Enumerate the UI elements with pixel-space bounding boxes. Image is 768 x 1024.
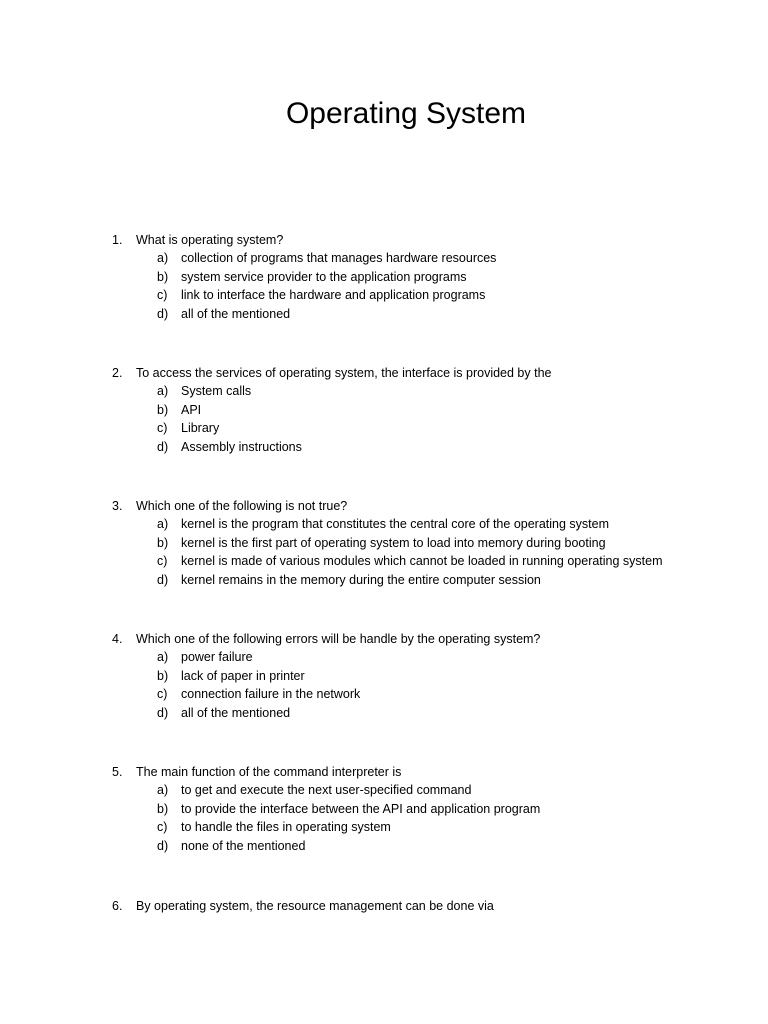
option-letter: c) — [157, 554, 168, 569]
option-list — [112, 515, 752, 590]
option-text: to handle the files in operating system — [181, 820, 391, 835]
option-c — [112, 419, 752, 438]
option-letter: a) — [157, 251, 169, 265]
option-b — [112, 800, 752, 819]
question-number: 4. — [112, 632, 123, 646]
option-letter: a) — [157, 650, 169, 664]
question-text: Which one of the following is not true? — [136, 499, 348, 513]
option-text: kernel is made of various modules which cannot be loaded in running operating system — [181, 554, 663, 569]
question-line — [112, 496, 752, 516]
option-text: to get and execute the next user-specified command — [181, 783, 472, 797]
option-text: System calls — [181, 384, 252, 398]
question-text: What is operating system? — [136, 233, 284, 247]
option-text: connection failure in the network — [181, 687, 361, 702]
option-text: system service provider to the application programs — [181, 269, 467, 284]
option-letter: b) — [157, 402, 169, 417]
option-text: all of the mentioned — [181, 307, 291, 322]
option-text: link to interface the hardware and application programs — [181, 288, 486, 303]
option-letter: b) — [157, 269, 169, 284]
option-text: Assembly instructions — [181, 440, 302, 455]
question-number: 2. — [112, 366, 123, 380]
option-text: kernel is the program that constitutes the central core of the operating system — [181, 517, 609, 531]
option-list — [112, 382, 752, 457]
option-letter: d) — [157, 440, 169, 455]
option-text: to provide the interface between the API and application program — [181, 801, 541, 816]
option-text: lack of paper in printer — [181, 668, 305, 683]
question-text: To access the services of operating system, the interface is provided by the — [136, 366, 552, 380]
option-text: Library — [181, 421, 220, 436]
question-number: 5. — [112, 765, 123, 779]
option-b — [112, 534, 752, 553]
option-c — [112, 552, 752, 571]
question-1 — [112, 230, 752, 324]
option-list — [112, 781, 752, 856]
option-d — [112, 438, 752, 457]
option-text: kernel remains in the memory during the entire computer session — [181, 573, 541, 588]
question-3 — [112, 496, 752, 590]
question-line — [112, 896, 752, 916]
option-text: all of the mentioned — [181, 706, 291, 721]
option-letter: d) — [157, 307, 169, 322]
option-letter: d) — [157, 706, 169, 721]
option-a — [112, 249, 752, 268]
option-d — [112, 837, 752, 856]
option-b — [112, 268, 752, 287]
question-4 — [112, 629, 752, 723]
option-text: power failure — [181, 650, 253, 664]
question-5 — [112, 762, 752, 856]
option-d — [112, 305, 752, 324]
option-list — [112, 648, 752, 723]
option-letter: b) — [157, 801, 169, 816]
option-letter: c) — [157, 820, 168, 835]
option-letter: c) — [157, 288, 168, 303]
option-a — [112, 648, 752, 667]
option-letter: c) — [157, 421, 168, 436]
option-letter: a) — [157, 783, 169, 797]
question-line — [112, 230, 752, 250]
question-text: Which one of the following errors will be handle by the operating system? — [136, 632, 541, 646]
question-number: 1. — [112, 233, 123, 247]
question-line — [112, 762, 752, 782]
option-letter: b) — [157, 668, 169, 683]
option-b — [112, 667, 752, 686]
question-6 — [112, 896, 752, 916]
question-text: By operating system, the resource management can be done via — [136, 899, 494, 913]
option-a — [112, 382, 752, 401]
question-text: The main function of the command interpreter is — [136, 765, 402, 779]
option-text: kernel is the first part of operating system to load into memory during booting — [181, 535, 606, 550]
option-text: API — [181, 402, 202, 417]
option-text: collection of programs that manages hardware resources — [181, 251, 497, 265]
option-letter: d) — [157, 839, 169, 854]
option-text: none of the mentioned — [181, 839, 306, 854]
option-letter: d) — [157, 573, 169, 588]
question-line — [112, 363, 752, 383]
question-number: 6. — [112, 899, 123, 913]
option-a — [112, 515, 752, 534]
option-d — [112, 704, 752, 723]
option-letter: a) — [157, 517, 169, 531]
option-letter: c) — [157, 687, 168, 702]
option-b — [112, 401, 752, 420]
question-number: 3. — [112, 499, 123, 513]
question-2 — [112, 363, 752, 457]
option-letter: b) — [157, 535, 169, 550]
option-c — [112, 685, 752, 704]
option-letter: a) — [157, 384, 169, 398]
option-d — [112, 571, 752, 590]
question-line — [112, 629, 752, 649]
page-title: Operating System — [285, 97, 527, 130]
option-c — [112, 286, 752, 305]
option-a — [112, 781, 752, 800]
option-list — [112, 249, 752, 324]
option-c — [112, 818, 752, 837]
